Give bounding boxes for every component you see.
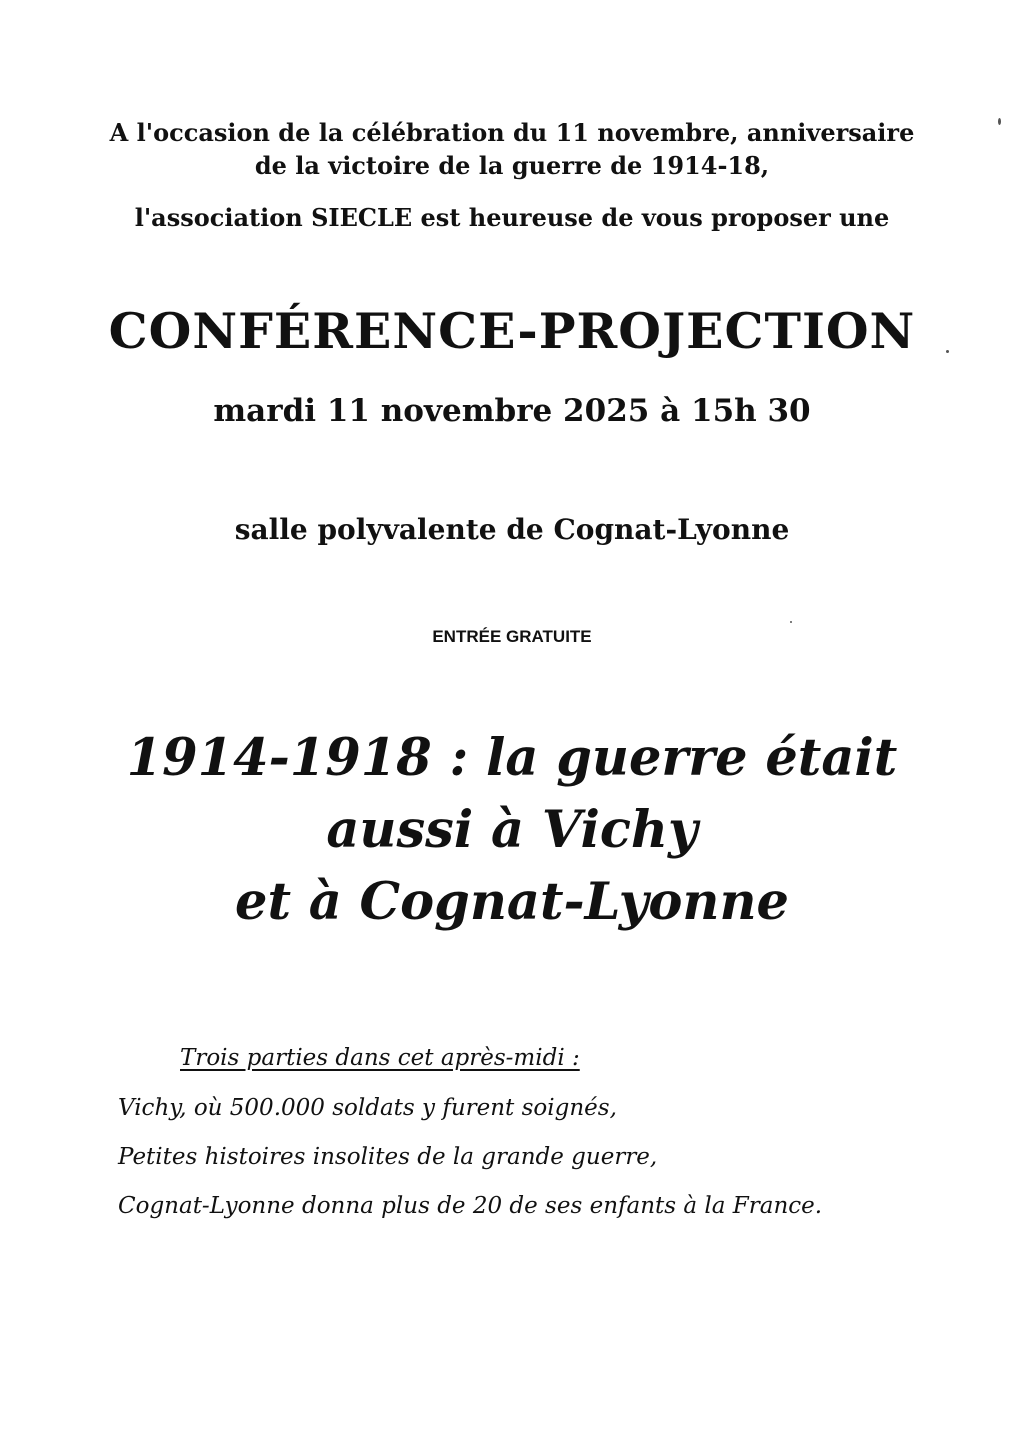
scan-speck — [998, 118, 1001, 125]
event-title: CONFÉRENCE-PROJECTION — [108, 302, 916, 360]
association-line: l'association SIECLE est heureuse de vous proposer une — [134, 203, 890, 232]
event-place: salle polyvalente de Cognat-Lyonne — [234, 513, 790, 546]
parts-heading: Trois parties dans cet après-midi : — [180, 1045, 580, 1071]
topic-line: et à Cognat-Lyonne — [235, 872, 789, 932]
scan-speck — [946, 350, 949, 353]
entry-notice: ENTRÉE GRATUITE — [432, 627, 592, 646]
scan-speck — [790, 621, 792, 623]
intro-text: A l'occasion de la célébration du 11 novembre, anniversaire de la victoire de la guerre de 1914-18, — [109, 118, 915, 180]
topic-line: 1914-1918 : la guerre était — [126, 728, 898, 788]
list-item: Vichy, où 500.000 soldats y furent soignés, — [118, 1095, 617, 1121]
parts-list — [118, 1092, 822, 1239]
topic-line: aussi à Vichy — [326, 800, 698, 860]
list-item: Cognat-Lyonne donna plus de 20 de ses enfants à la France. — [118, 1193, 823, 1219]
list-item: Petites histoires insolites de la grande guerre, — [118, 1144, 658, 1170]
event-date: mardi 11 novembre 2025 à 15h 30 — [213, 393, 811, 429]
conference-topic — [40, 722, 984, 938]
